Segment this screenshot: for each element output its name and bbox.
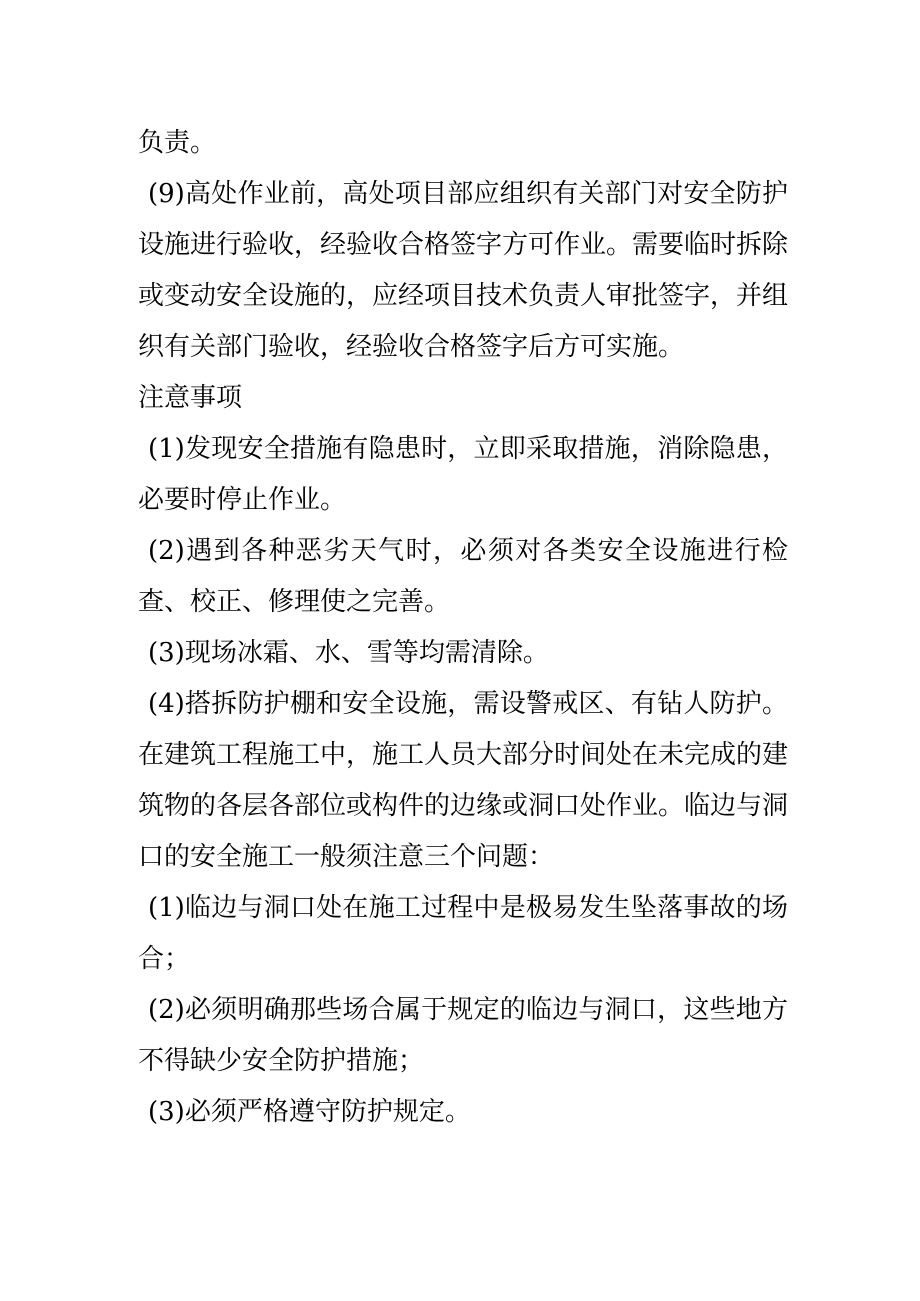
paragraph-item-4: (4)搭拆防护棚和安全设施，需设警戒区、有钻人防护。在建筑工程施工中，施工人员大部分时间处在未完成的建筑物的各层各部位或构件的边缘或洞口处作业。临边与洞口的安全施工一般须注意三个问题： <box>138 689 789 872</box>
paragraph-issue-3: (3)必须严格遵守防护规定。 <box>148 1097 471 1127</box>
paragraph-continuation: 负责。 <box>138 128 217 158</box>
paragraph-item-9: (9)高处作业前，高处项目部应组织有关部门对安全防护设施进行验收，经验收合格签字方可作业。需要临时拆除或变动安全设施的，应经项目技术负责人审批签字，并组织有关部门验收，经验收合格签字后方可实施。 <box>138 179 789 362</box>
paragraph-item-3: (3)现场冰霜、水、雪等均需清除。 <box>148 638 549 668</box>
paragraph-issue-1: (1)临边与洞口处在施工过程中是极易发生坠落事故的场合； <box>138 893 788 974</box>
document-body <box>138 118 788 1138</box>
paragraph-issue-2: (2)必须明确那些场合属于规定的临边与洞口，这些地方不得缺少安全防护措施； <box>138 995 788 1076</box>
section-heading: 注意事项 <box>138 383 243 413</box>
paragraph-item-1: (1)发现安全措施有隐患时，立即采取措施，消除隐患，必要时停止作业。 <box>138 434 788 515</box>
paragraph-item-2: (2)遇到各种恶劣天气时，必须对各类安全设施进行检查、校正、修理使之完善。 <box>138 536 788 617</box>
